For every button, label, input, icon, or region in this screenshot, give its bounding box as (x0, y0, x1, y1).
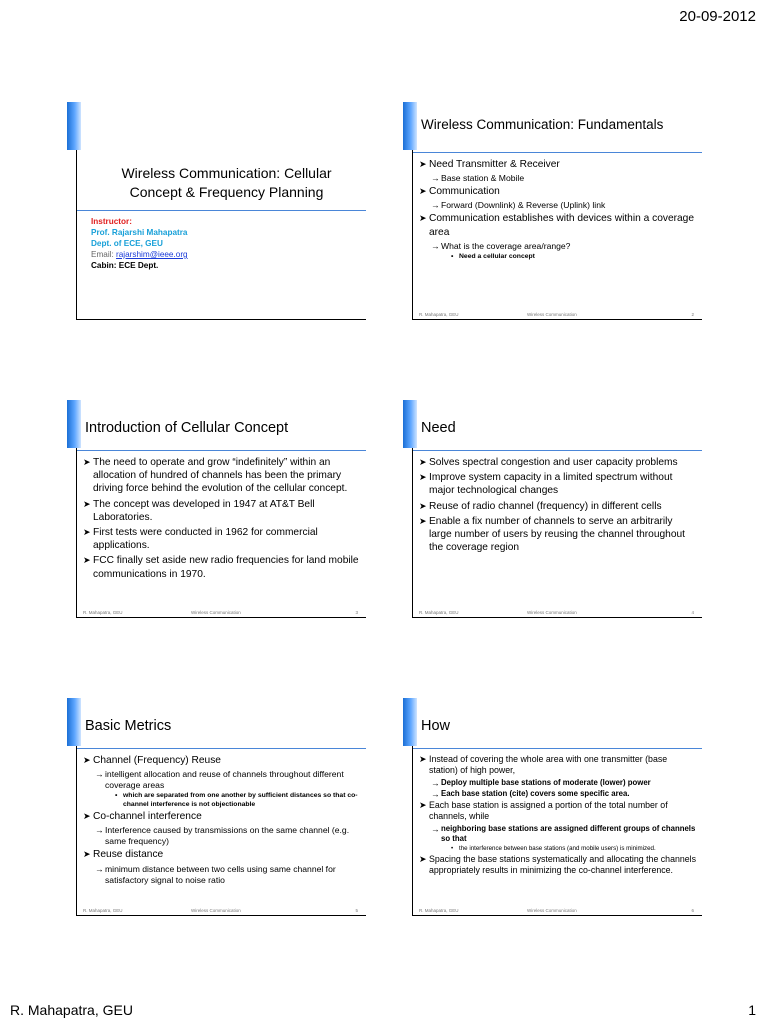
divider (413, 748, 702, 749)
cabin-info: Cabin: ECE Dept. (91, 261, 159, 270)
page-number: 1 (748, 1002, 756, 1018)
divider (77, 748, 366, 749)
slide-accent-bar (67, 102, 81, 150)
instructor-name: Prof. Rajarshi Mahapatra (91, 228, 188, 237)
sub-sub-bullet: • which are separated from one another by sufficient distances so that co-channel interference is not objectionable (83, 792, 360, 809)
email-link[interactable]: rajarshim@ieee.org (116, 250, 188, 259)
slide-footer-author: R. Mahapatra, GEU (419, 908, 459, 913)
slide-number: 6 (691, 908, 694, 913)
bullet: ➤ Instead of covering the whole area with one transmitter (base station) of high power, (419, 754, 696, 776)
slide-footer-author: R. Mahapatra, GEU (419, 312, 459, 317)
slide-content (419, 754, 696, 878)
bullet: ➤ Each base station is assigned a portion of the total number of channels, while (419, 800, 696, 822)
slide-4 (412, 400, 702, 618)
slide-number: 4 (691, 610, 694, 615)
slide-content (419, 158, 696, 262)
slide-footer-author: R. Mahapatra, GEU (83, 908, 123, 913)
slide-footer-author: R. Mahapatra, GEU (419, 610, 459, 615)
page-footer-author: R. Mahapatra, GEU (10, 1002, 133, 1018)
bullet: ➤ Improve system capacity in a limited spectrum without major technological changes (419, 471, 696, 497)
bullet: ➤ Reuse of radio channel (frequency) in different cells (419, 500, 696, 513)
slide-footer-topic: Wireless Communication (191, 610, 241, 615)
sub-sub-bullet: • the interference between base stations (and mobile users) is minimized. (419, 845, 696, 853)
slide-accent-bar (403, 400, 417, 448)
slide-accent-bar (67, 400, 81, 448)
bullet: ➤ The concept was developed in 1947 at AT&T Bell Laboratories. (83, 498, 360, 524)
slide-5 (76, 698, 366, 916)
bullet: ➤ Communication (419, 185, 696, 198)
slide-6 (412, 698, 702, 916)
email-label: Email: (91, 250, 117, 259)
sub-sub-bullet: • Need a cellular concept (419, 253, 696, 262)
bullet: ➤ First tests were conducted in 1962 for commercial applications. (83, 526, 360, 552)
sub-bullet: → Base station & Mobile (419, 173, 696, 184)
sub-bullet: → intelligent allocation and reuse of channels throughout different coverage areas (83, 769, 360, 791)
instructor-label: Instructor: (91, 217, 132, 226)
slide-content (83, 456, 360, 583)
bullet: ➤ Spacing the base stations systematically and allocating the channels appropriately results in minimizing the co-channel interference. (419, 854, 696, 876)
page-date: 20-09-2012 (679, 8, 756, 25)
bullet: ➤ Solves spectral congestion and user capacity problems (419, 456, 696, 469)
bullet: ➤ Reuse distance (83, 848, 360, 861)
slide-footer-topic: Wireless Communication (527, 610, 577, 615)
sub-bullet: → Forward (Downlink) & Reverse (Uplink) link (419, 200, 696, 211)
bullet: ➤ Enable a fix number of channels to serve an arbitrarily large number of users by reusing the channel throughout the coverage region (419, 515, 696, 555)
bullet: ➤ The need to operate and grow “indefinitely” within an allocation of hundred of channels has been the primary driving force behind the evolution of the cellular concept. (83, 456, 360, 496)
slide-title: Need (421, 420, 456, 436)
sub-bullet: → Deploy multiple base stations of moderate (lower) power (419, 778, 696, 788)
sub-bullet: → neighboring base stations are assigned different groups of channels so that (419, 824, 696, 844)
slide-3 (76, 400, 366, 618)
bullet: ➤ Need Transmitter & Receiver (419, 158, 696, 171)
slide-title: Wireless Communication: Cellular Concept & Frequency Planning (121, 165, 332, 200)
slide-footer-author: R. Mahapatra, GEU (83, 610, 123, 615)
instructor-info (91, 216, 188, 271)
bullet: ➤ Co-channel interference (83, 810, 360, 823)
slide-content (83, 754, 360, 887)
bullet: ➤ Communication establishes with devices within a coverage area (419, 212, 696, 238)
divider (77, 210, 366, 211)
divider (77, 450, 366, 451)
bullet: ➤ Channel (Frequency) Reuse (83, 754, 360, 767)
sub-bullet: → minimum distance between two cells using same channel for satisfactory signal to noise ratio (83, 864, 360, 886)
bullet: ➤ FCC finally set aside new radio frequencies for land mobile communications in 1970. (83, 554, 360, 580)
slide-title: Introduction of Cellular Concept (85, 420, 289, 436)
slide-title: How (421, 718, 451, 734)
sub-bullet: → What is the coverage area/range? (419, 241, 696, 252)
slide-2 (412, 102, 702, 320)
slide-number: 2 (691, 312, 694, 317)
slide-number: 3 (355, 610, 358, 615)
instructor-dept: Dept. of ECE, GEU (91, 239, 163, 248)
slide-number: 5 (355, 908, 358, 913)
slide-content (419, 456, 696, 556)
slide-accent-bar (67, 698, 81, 746)
divider (413, 152, 702, 153)
sub-bullet: → Interference caused by transmissions on the same channel (e.g. same frequency) (83, 825, 360, 847)
slide-accent-bar (403, 102, 417, 150)
slide-footer-topic: Wireless Communication (527, 312, 577, 317)
slide-accent-bar (403, 698, 417, 746)
slide-title: Wireless Communication: Fundamentals (421, 117, 664, 132)
slide-footer-topic: Wireless Communication (527, 908, 577, 913)
slide-title: Basic Metrics (85, 718, 172, 734)
divider (413, 450, 702, 451)
slide-footer-topic: Wireless Communication (191, 908, 241, 913)
sub-bullet: → Each base station (cite) covers some specific area. (419, 789, 696, 799)
slide-1 (76, 102, 366, 320)
